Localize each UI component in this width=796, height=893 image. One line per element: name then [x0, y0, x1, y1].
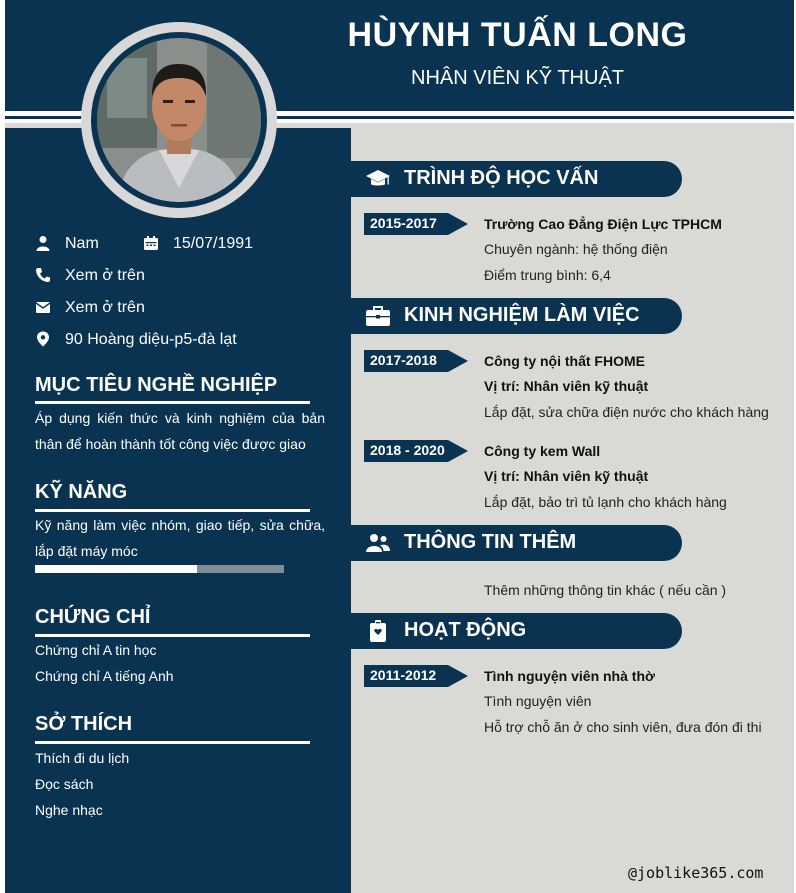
education-date-tag — [364, 213, 468, 235]
job-position: Vị trí: Nhân viên kỹ thuật — [484, 378, 649, 394]
job-date: 2018 - 2020 — [370, 442, 445, 458]
skill-level-fill — [35, 565, 197, 573]
skills-heading: KỸ NĂNG — [35, 481, 128, 503]
calendar-icon — [143, 235, 159, 251]
education-date: 2015-2017 — [370, 215, 437, 231]
additional-title: THÔNG TIN THÊM — [404, 531, 577, 553]
education-section-header — [351, 161, 682, 197]
watermark: @joblike365.com — [628, 864, 764, 882]
cv-page — [5, 0, 794, 893]
location-pin-icon — [35, 331, 51, 347]
activity-description: Hỗ trợ chỗ ăn ở cho sinh viên, đưa đón đi thi — [484, 719, 762, 735]
activity-org: Tình nguyện viên nhà thờ — [484, 668, 655, 684]
phone-icon — [35, 267, 51, 283]
job-position: Vị trí: Nhân viên kỹ thuật — [484, 468, 649, 484]
skills-text: Kỹ năng làm việc nhóm, giao tiếp, sửa chữa, lắp đặt máy móc — [35, 517, 325, 559]
education-school: Trường Cao Đẳng Điện Lực TPHCM — [484, 216, 722, 232]
badge-icon — [365, 619, 391, 643]
certificate-item: Chứng chỉ A tin học — [35, 642, 157, 658]
email-value: Xem ở trên — [65, 299, 145, 316]
gender-value: Nam — [65, 235, 99, 252]
additional-text: Thêm những thông tin khác ( nếu cần ) — [484, 582, 727, 598]
job-company: Công ty nội thất FHOME — [484, 353, 645, 369]
objective-rule — [35, 401, 310, 404]
candidate-name: HÙYNH TUẤN LONG — [347, 16, 688, 54]
education-title: TRÌNH ĐỘ HỌC VẤN — [404, 167, 599, 189]
certificate-item: Chứng chỉ A tiếng Anh — [35, 668, 174, 684]
job-date-tag — [364, 350, 468, 372]
portrait-photo — [97, 38, 261, 202]
activity-date-tag — [364, 665, 468, 687]
job-company: Công ty kem Wall — [484, 443, 601, 459]
job-date-tag — [364, 440, 468, 462]
activity-date: 2011-2012 — [370, 667, 437, 683]
hobbies-rule — [35, 741, 310, 744]
envelope-icon — [35, 299, 51, 315]
sidebar — [5, 128, 351, 893]
candidate-job-title: NHÂN VIÊN KỸ THUẬT — [411, 67, 624, 89]
education-major: Chuyên ngành: hệ thống điện — [484, 241, 668, 257]
hobbies-heading: SỞ THÍCH — [35, 713, 133, 735]
skill-level-bar — [35, 565, 284, 573]
hobby-item: Đọc sách — [35, 776, 94, 792]
activities-title: HOẠT ĐỘNG — [404, 619, 527, 641]
activities-section-header — [351, 613, 682, 649]
briefcase-icon — [365, 304, 391, 328]
job-description: Lắp đặt, sửa chữa điện nước cho khách hàng — [484, 404, 769, 420]
job-date: 2017-2018 — [370, 352, 437, 368]
avatar — [97, 38, 261, 202]
objective-text: Áp dụng kiến thức và kinh nghiệm của bản thân để hoàn thành tốt công việc được giao — [35, 410, 325, 452]
users-icon — [365, 531, 391, 555]
hobby-item: Thích đi du lịch — [35, 750, 130, 766]
user-icon — [35, 235, 51, 251]
graduation-cap-icon — [365, 167, 391, 191]
certificates-heading: CHỨNG CHỈ — [35, 606, 151, 628]
experience-title: KINH NGHIỆM LÀM VIỆC — [404, 304, 640, 326]
address-value: 90 Hoàng diệu-p5-đà lạt — [65, 331, 237, 348]
additional-section-header — [351, 525, 682, 561]
hobby-item: Nghe nhạc — [35, 802, 103, 818]
phone-value: Xem ở trên — [65, 267, 145, 284]
job-description: Lắp đặt, bảo trì tủ lạnh cho khách hàng — [484, 494, 727, 510]
activity-role: Tình nguyện viên — [484, 693, 592, 709]
objective-heading: MỤC TIÊU NGHỀ NGHIỆP — [35, 374, 278, 396]
birthdate-value: 15/07/1991 — [173, 235, 254, 252]
education-gpa: Điểm trung bình: 6,4 — [484, 267, 611, 283]
experience-section-header — [351, 298, 682, 334]
